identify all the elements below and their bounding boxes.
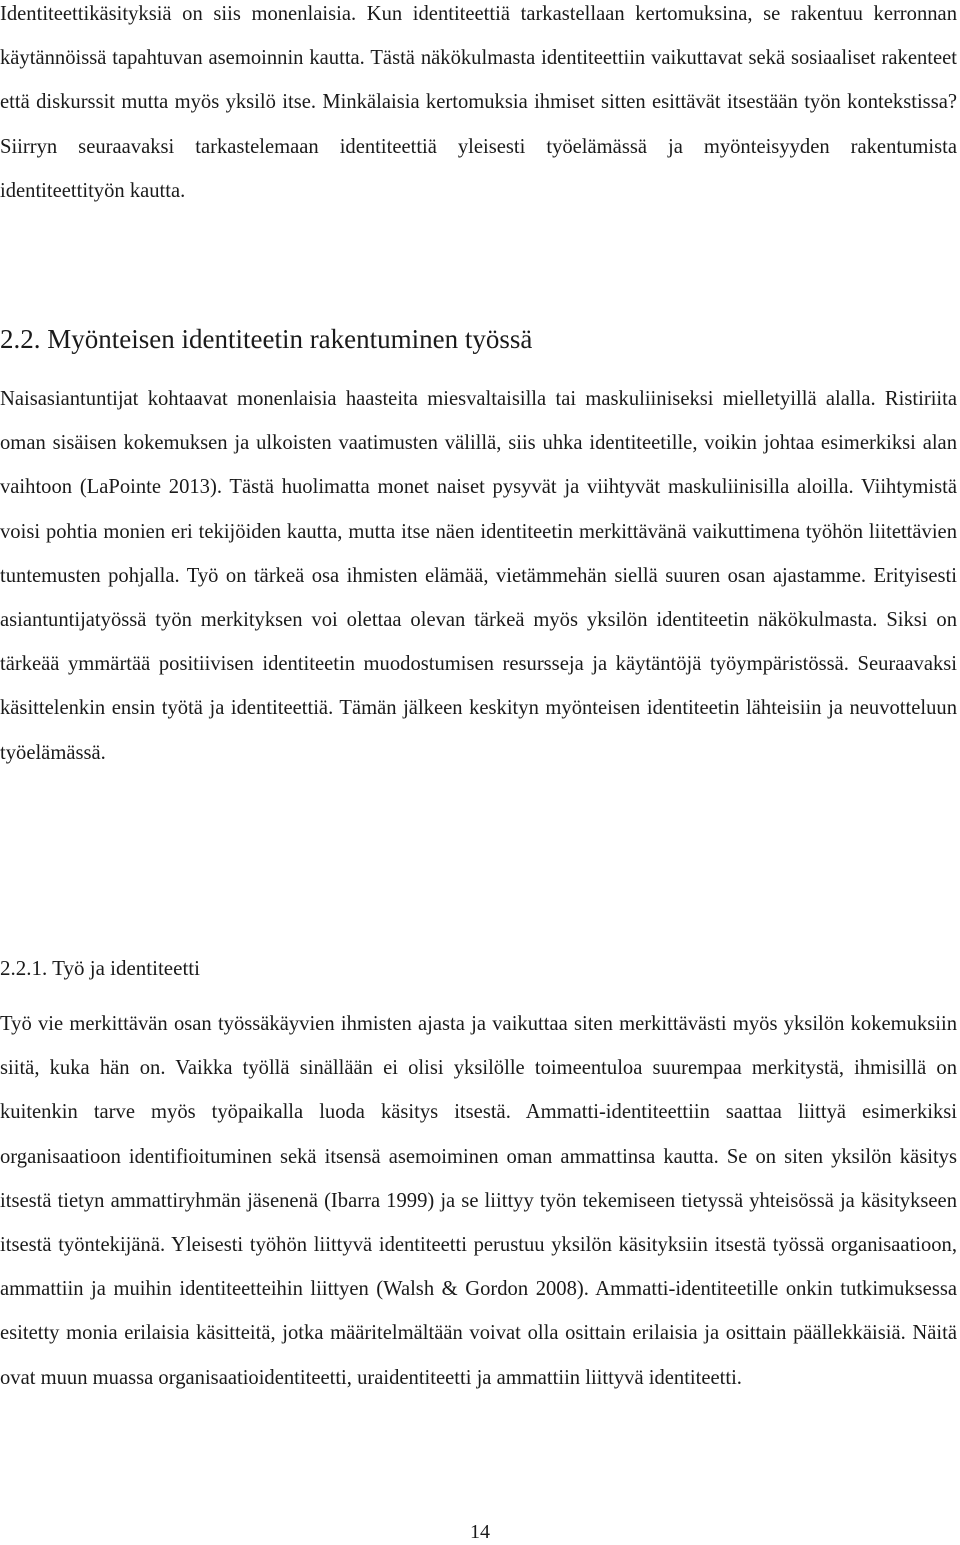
paragraph-identity-narratives: Identiteettikäsityksiä on siis monenlaisia. Kun identiteettiä tarkastellaan kertomuksina, se rakentuu kerronnan käytännöissä tapahtuvan asemoinnin kautta. Tästä näkökulmasta identiteettiin vaikuttavat sekä sosiaaliset rakenteet että diskurssit mutta myös yksilö itse. Minkälaisia kertomuksia ihmiset sitten esittävät itsestään työn kontekstissa? Siirryn seuraavaksi tarkastelemaan identiteettiä yleisesti työelämässä ja myönteisyyden rakentumista identiteettityön kautta.	[0, 3, 957, 202]
subsection-heading: 2.2.1. Työ ja identiteetti	[0, 956, 200, 980]
page-number: 14	[470, 1521, 490, 1543]
section-heading: 2.2. Myönteisen identiteetin rakentuminen työssä	[0, 324, 533, 354]
paragraph-women-experts: Naisasiantuntijat kohtaavat monenlaisia haasteita miesvaltaisilla tai maskuliiniseksi mielletyillä alalla. Ristiriita oman sisäisen kokemuksen ja ulkoisten vaatimusten välillä, siis uhka identiteetille, voikin johtaa esimerkiksi alan vaihtoon (LaPointe 2013). Tästä huolimatta monet naiset pysyvät ja viihtyvät maskuliinisilla aloilla. Viihtymistä voisi pohtia monien eri tekijöiden kautta, mutta itse näen identiteetin merkittävänä vaikuttimena työhön liitettävien tuntemusten pohjalla. Työ on tärkeä osa ihmisten elämää, vietämmehän siellä suuren osan ajastamme. Erityisesti asiantuntijatyössä työn merkityksen voi olettaa olevan tärkeä myös yksilön identiteetin näkökulmasta. Siksi on tärkeää ymmärtää positiivisen identiteetin muodostumisen resursseja ja käytäntöjä työympäristössä. Seuraavaksi käsittelenkin ensin työtä ja identiteettiä. Tämän jälkeen keskityn myönteisen identiteetin lähteisiin ja neuvotteluun työelämässä.	[0, 388, 957, 764]
paragraph-work-and-identity: Työ vie merkittävän osan työssäkäyvien ihmisten ajasta ja vaikuttaa siten merkittävästi myös yksilön kokemuksiin siitä, kuka hän on. Vaikka työllä sinällään ei olisi yksilölle toimeentuloa suurempaa merkitystä, ihmisillä on kuitenkin tarve myös työpaikalla luoda käsitys itsestä. Ammatti-identiteettiin saattaa liittyä esimerkiksi organisaatioon identifioituminen sekä itsensä asemoiminen oman ammattinsa kautta. Se on siten yksilön käsitys itsestä tietyn ammattiryhmän jäsenenä (Ibarra 1999) ja se liittyy työn tekemiseen tietyssä yhteisössä ja käsitykseen itsestä työntekijänä. Yleisesti työhön liittyvä identiteetti perustuu yksilön käsityksiin itsestä työssä organisaatioon, ammattiin ja muihin identiteetteihin liittyen (Walsh & Gordon 2008). Ammatti-identiteetille onkin tutkimuksessa esitetty monia erilaisia käsitteitä, jotka määritelmältään voivat olla osittain erilaisia ja osittain päällekkäisiä. Näitä ovat muun muassa organisaatioidentiteetti, uraidentiteetti ja ammattiin liittyvä identiteetti.	[0, 1013, 957, 1389]
